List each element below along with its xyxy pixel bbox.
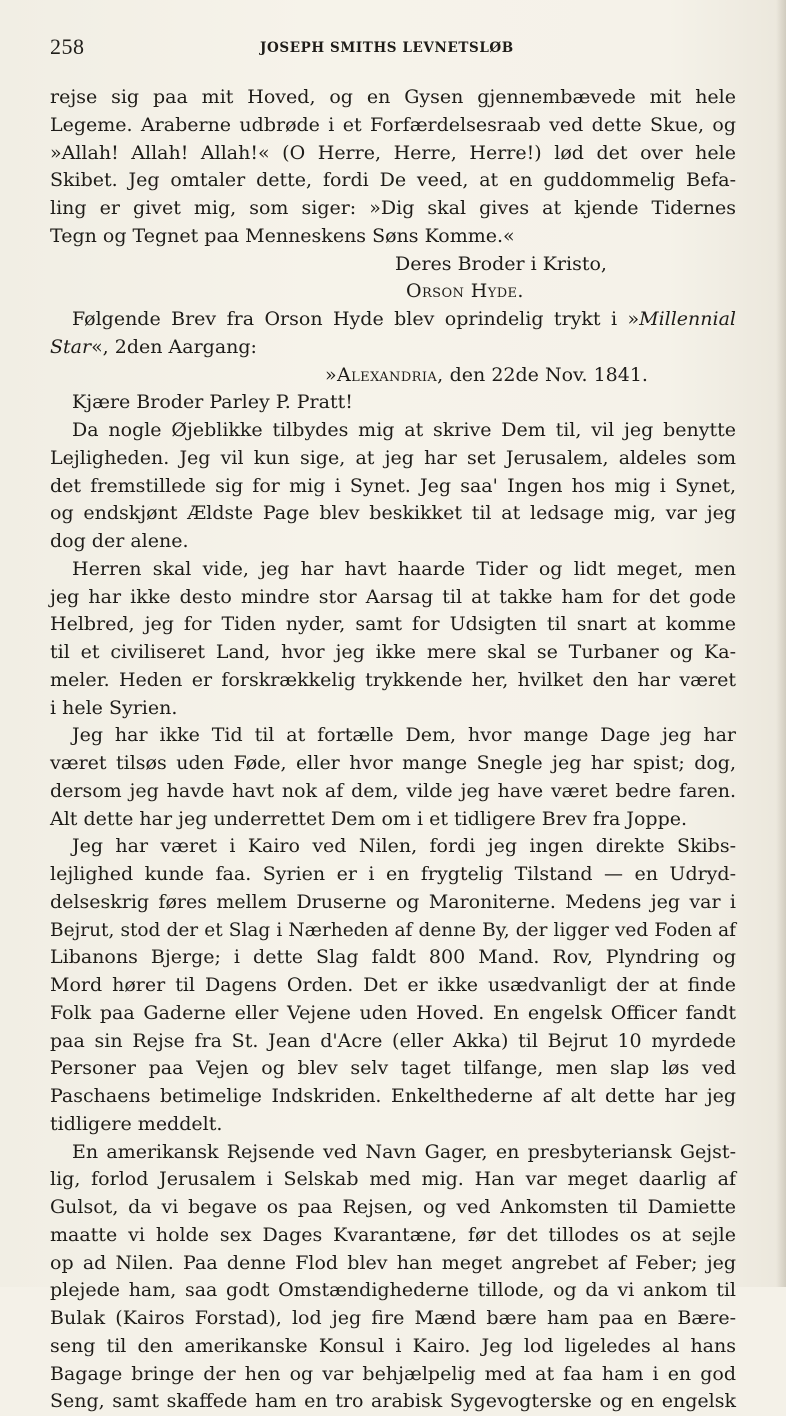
text-line: Jeg har ikke Tid til at fortælle Dem, hvor mange Dage jeg har xyxy=(72,724,736,747)
text-line: Bejrut, stod der et Slag i Nærheden af denne By, der ligger ved Foden af xyxy=(50,919,736,941)
text-line: Libanons Bjerge; i dette Slag faldt 800 Mand. Rov, Plyndring og xyxy=(50,946,736,969)
letter-dateline xyxy=(50,362,736,390)
text-line: Alt dette har jeg underrettet Dem om i et tidligere Brev fra Joppe. xyxy=(50,807,688,830)
text-line: dog der alene. xyxy=(50,530,189,552)
text-line: paa sin Rejse fra St. Jean d'Acre (eller Akka) til Bejrut 10 myrdede xyxy=(50,1029,736,1052)
text-line: En amerikansk Rejsende ved Navn Gager, en presbyteriansk Gejst- xyxy=(72,1140,736,1163)
text-line: seng til den amerikanske Konsul i Kairo. Jeg lod ligeledes al hans xyxy=(50,1334,736,1357)
text-line: Lejligheden. Jeg vil kun sige, at jeg har set Jerusalem, aldeles som xyxy=(50,446,736,469)
body-text xyxy=(50,84,736,1416)
letter-salutation: Kjære Broder Parley P. Pratt! xyxy=(72,391,353,414)
text-line: jeg har ikke desto mindre stor Aarsag til at takke ham for det gode xyxy=(50,585,736,608)
intro-text: «, 2den Aargang: xyxy=(91,335,257,358)
text-line: meler. Heden er forskrækkelig trykkende her, hvilket den har været xyxy=(50,668,736,691)
text-line: Mord hører til Dagens Orden. Det er ikke usædvanligt der at finde xyxy=(50,974,736,996)
text-line: lejlighed kunde faa. Syrien er i en frygtelig Tilstand — en Udryd- xyxy=(50,863,736,885)
text-line: Folk paa Gaderne eller Vejene uden Hoved. En engelsk Officer fandt xyxy=(50,1001,736,1024)
page-number: 258 xyxy=(50,34,85,59)
text-line: Gulsot, da vi begave os paa Rejsen, og ved Ankomsten til Damiette xyxy=(50,1196,736,1218)
intro-line xyxy=(50,306,736,334)
text-line: delseskrig føres mellem Druserne og Maroniterne. Medens jeg var i xyxy=(50,890,736,913)
text-line: plejede ham, saa godt Omstændighederne tillode, og da vi ankom til xyxy=(50,1279,736,1302)
text-line: lig, forlod Jerusalem i Selskab med mig. Han var meget daarlig af xyxy=(50,1168,736,1191)
text-line: Legeme. Araberne udbrøde i et Forfærdelsesraab ved dette Skue, og xyxy=(50,113,736,136)
text-line: Personer paa Vejen og blev selv taget tilfange, men slap løs ved xyxy=(50,1057,736,1080)
text-line: Da nogle Øjeblikke tilbydes mig at skrive Dem til, vil jeg benytte xyxy=(72,419,736,441)
text-line: dersom jeg havde havt nok af dem, vilde jeg have været bedre faren. xyxy=(50,779,736,802)
page-header xyxy=(50,34,736,64)
text-line: Jeg har været i Kairo ved Nilen, fordi jeg ingen direkte Skibs- xyxy=(72,835,736,858)
text-line: og endskjønt Ældste Page blev beskikket til at ledsage mig, var jeg xyxy=(50,502,736,525)
text-line: Helbred, jeg for Tiden nyder, samt for Udsigten til snart at komme xyxy=(50,613,736,636)
text-line: op ad Nilen. Paa denne Flod blev han meget angrebet af Feber; jeg xyxy=(50,1251,736,1274)
text-line: »Allah! Allah! Allah!« (O Herre, Herre, Herre!) lød det over hele xyxy=(50,141,736,164)
text-line: ling er givet mig, som siger: »Dig skal gives at kjende Tidernes xyxy=(50,197,736,219)
letter-closing: Deres Broder i Kristo, xyxy=(395,252,607,275)
text-line: Bagage bringe der hen og var behjælpelig med at faa ham i en god xyxy=(50,1362,736,1385)
text-line: rejse sig paa mit Hoved, og en Gysen gjennembævede mit hele xyxy=(50,86,736,108)
intro-line xyxy=(50,334,736,362)
intro-text: Følgende Brev fra Orson Hyde blev oprindelig trykt i » xyxy=(72,308,640,330)
running-head: JOSEPH SMITHS LEVNETSLØB xyxy=(260,40,514,56)
text-line: til et civiliseret Land, hvor jeg ikke mere skal se Turbaner og Ka- xyxy=(50,641,736,663)
text-line: Paschaens betimelige Indskriden. Enkelthederne af alt dette har jeg xyxy=(50,1085,736,1107)
text-line: Skibet. Jeg omtaler dette, fordi De veed, at en guddommelig Befa- xyxy=(50,169,736,192)
page-edge-shadow xyxy=(776,0,786,1287)
text-line: været tilsøs uden Føde, eller hvor mange Snegle jeg har spist; dog, xyxy=(50,752,736,774)
text-line: i hele Syrien. xyxy=(50,696,178,719)
text-line: Bulak (Kairos Forstad), lod jeg fire Mænd bære ham paa en Bære- xyxy=(50,1307,736,1329)
text-line: maatte vi holde sex Dages Kvarantæne, før det tillodes os at sejle xyxy=(50,1223,736,1246)
text-line: tidligere meddelt. xyxy=(50,1112,223,1135)
text-line: Herren skal vide, jeg har havt haarde Tider og lidt meget, men xyxy=(72,557,736,580)
text-line: Seng, samt skaffede ham en tro arabisk Sygevogterske og en engelsk xyxy=(50,1390,736,1413)
dateline-place: »Alexandria, xyxy=(325,363,444,386)
intro-title: Millennial xyxy=(639,308,736,330)
letter-signature: Orson Hyde. xyxy=(406,280,524,303)
intro-title: Star xyxy=(50,335,92,358)
text-line: Tegn og Tegnet paa Menneskens Søns Komme.« xyxy=(50,224,515,247)
text-line: det fremstillede sig for mig i Synet. Jeg saa' Ingen hos mig i Synet, xyxy=(50,474,736,497)
dateline-date: den 22de Nov. 1841. xyxy=(443,363,648,386)
